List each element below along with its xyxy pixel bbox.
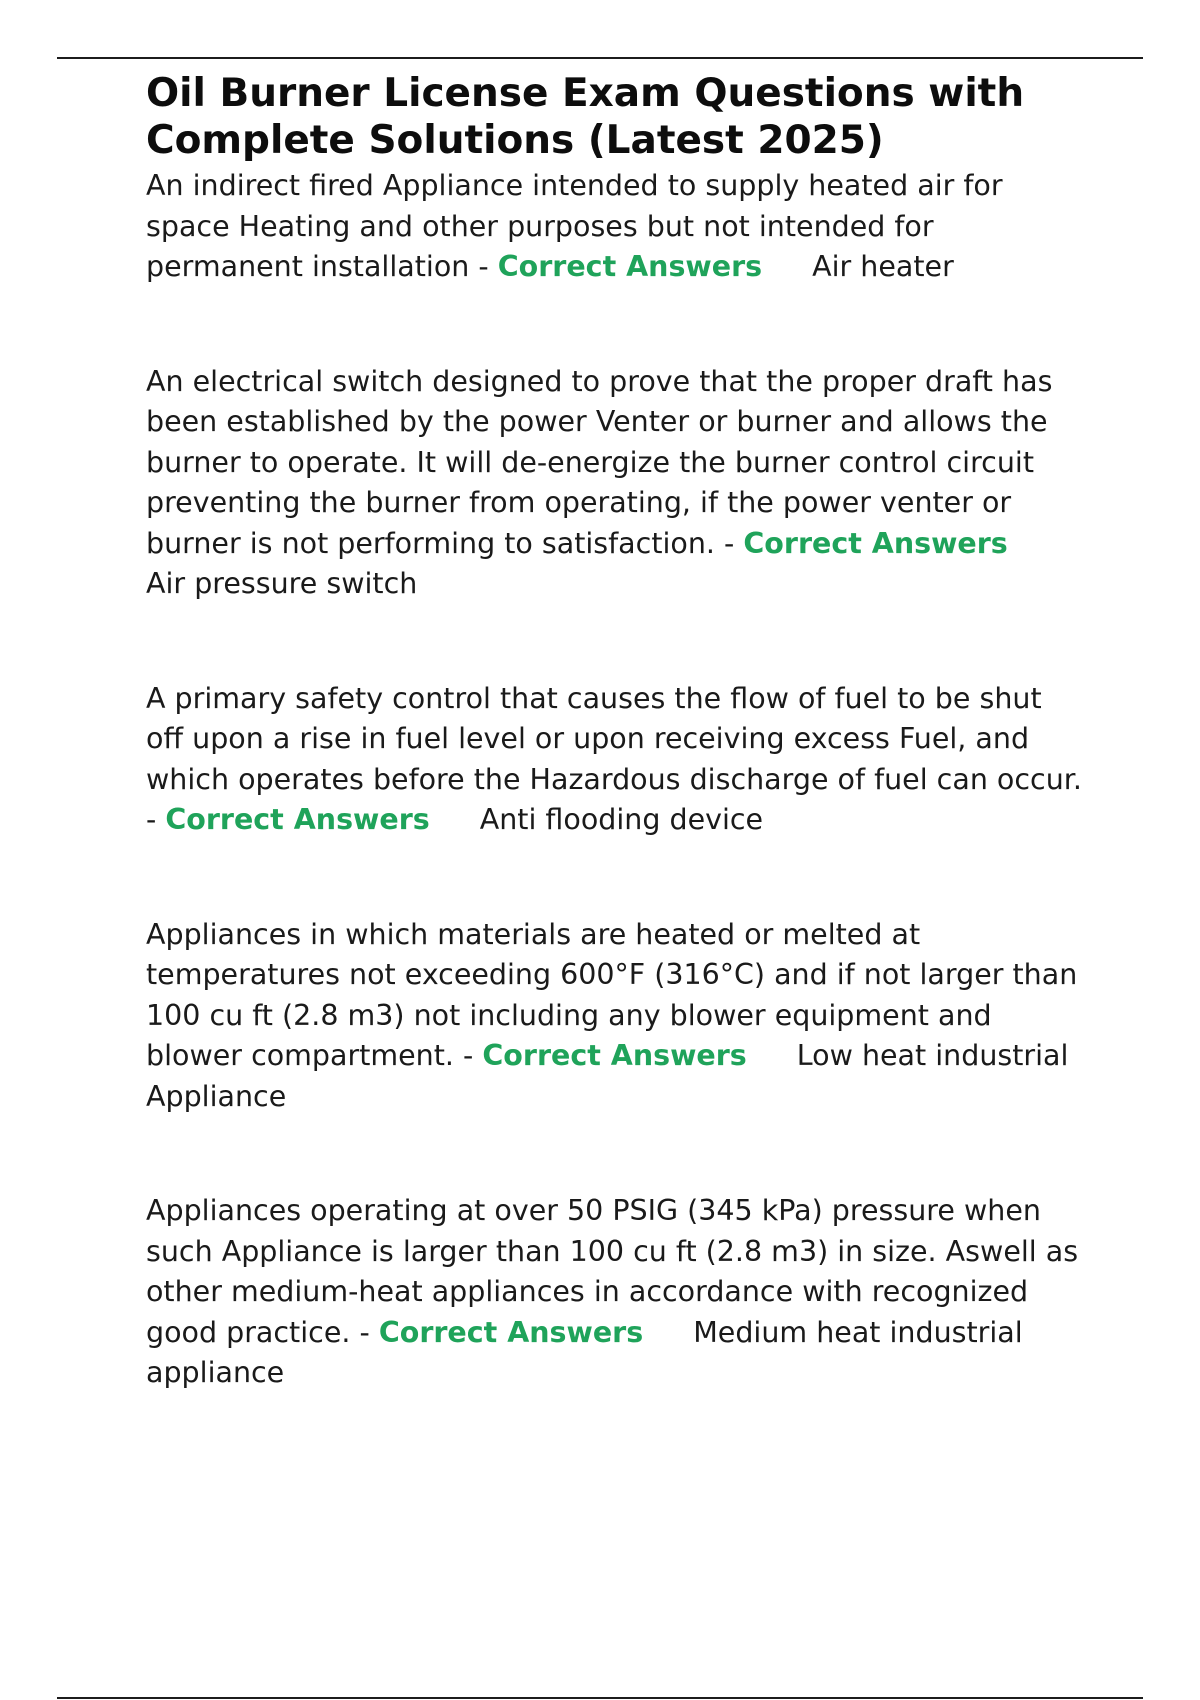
question-text: An indirect fired Appliance intended to supply heated air for space Heating and other purposes but not intended for permanent installation — [146, 169, 1003, 283]
qa-item — [146, 915, 1086, 1118]
correct-answers-label: Correct Answers — [165, 803, 430, 836]
question-text: A primary safety control that causes the flow of fuel to be shut off upon a rise in fuel level or upon receiving excess Fuel, and which operates before the Hazardous discharge of fuel can occur. — [146, 681, 1082, 796]
answer-text: Anti flooding device — [479, 803, 764, 836]
correct-answers-label: Correct Answers — [482, 1039, 747, 1072]
question-text: Appliances in which materials are heated or melted at temperatures not exceeding 600°F (316°C) and if not larger than 100 cu ft (2.8 m3) not including any blower equipment and blower compartment. — [146, 917, 1078, 1072]
answer-text: Low heat industrial Appliance — [146, 1039, 1069, 1113]
bottom-divider — [57, 1697, 1143, 1699]
separator: - — [453, 1039, 483, 1072]
document-title: Oil Burner License Exam Questions with Complete Solutions (Latest 2025) — [146, 71, 1025, 163]
separator: - — [350, 1315, 379, 1349]
document-body — [146, 70, 1086, 1394]
answer-text: Medium heat industrial appliance — [146, 1315, 1023, 1389]
separator: - — [146, 803, 166, 836]
answer-text: Air heater — [812, 250, 954, 283]
question-text: An electrical switch designed to prove that the proper draft has been established by the power Venter or burner and allows the burner to operate. It will de-energize the burner control circuit preventing the burner from operating, if the power venter or burner is not performing to satisfaction. — [146, 364, 1053, 560]
correct-answers-label: Correct Answers — [378, 1315, 644, 1349]
correct-answers-label: Correct Answers — [743, 526, 1008, 560]
answer-text: Air pressure switch — [146, 567, 418, 600]
qa-item — [146, 1191, 1086, 1394]
separator: - — [469, 250, 498, 283]
qa-item — [146, 166, 1086, 288]
separator: - — [714, 526, 744, 560]
correct-answers-label: Correct Answers — [497, 250, 763, 283]
qa-item — [146, 362, 1086, 605]
question-text: Appliances operating at over 50 PSIG (345 kPa) pressure when such Appliance is larger than 100 cu ft (2.8 m3) in size. Aswell as other medium-heat appliances in accordance with recognized good practice. — [146, 1194, 1079, 1349]
qa-item — [146, 679, 1086, 841]
top-divider — [57, 57, 1143, 59]
